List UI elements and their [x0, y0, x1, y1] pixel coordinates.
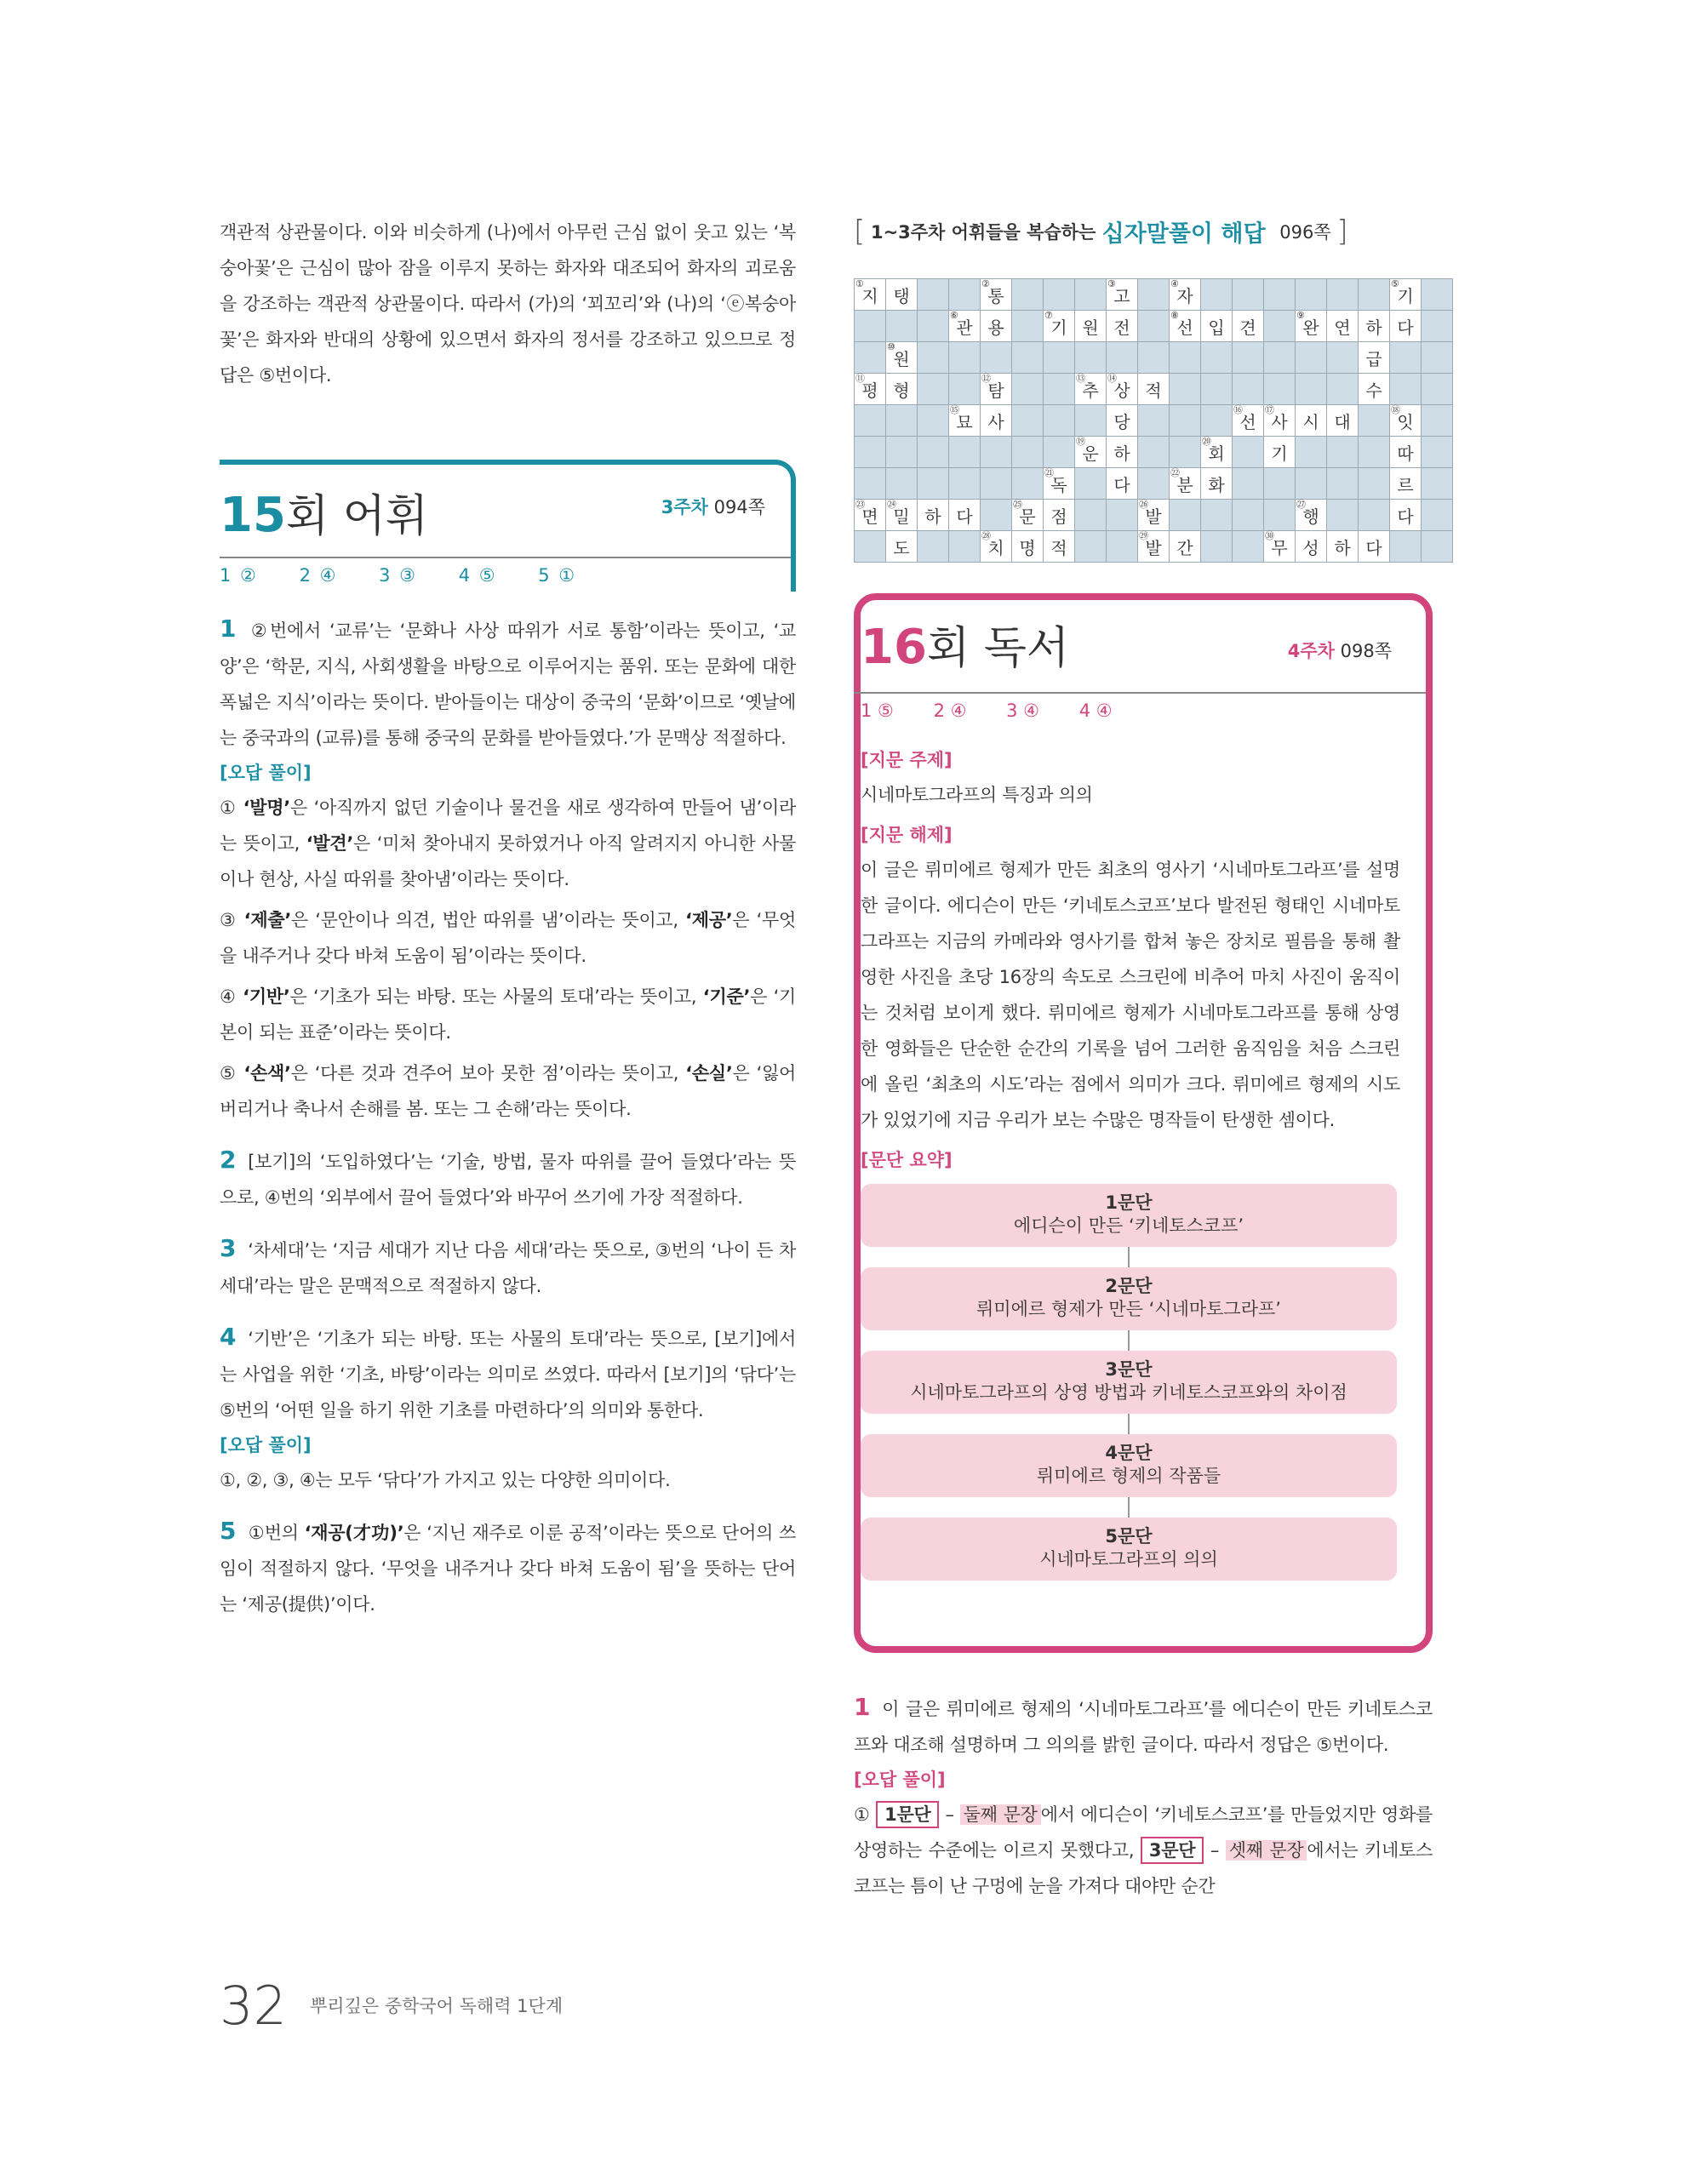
answer-item: 4 ④: [1078, 700, 1113, 721]
l15-q2: 2 [보기]의 ‘도입하였다’는 ‘기술, 방법, 물자 따위를 끌어 들였다’라는 뜻으로, ④번의 ‘외부에서 끌어 들였다’와 바꾸어 쓰기에 가장 적절하다.: [220, 1146, 796, 1208]
summary-box-5: 5문단 시네마토그라프의 의의: [861, 1518, 1397, 1581]
summary-connector: [1128, 1414, 1130, 1434]
sentence-highlight: 둘째 문장: [960, 1804, 1041, 1825]
crossword-grid: ① 지 탱 ② 통 ③ 고 ④ 자 ⑤ 기 ⑥ 관 용 ⑦ 기 원 전 ⑧ 선 입 견 ⑨ 완 연 하 다 ⑩ 원 급 ⑪ 평 형 ⑫ 탐 ⑬ 추 ⑭ 상 적 수 ⑮ 묘 사 당 ⑯ 선 ⑰ 사 시 대 ⑱ 잇 ⑲ 운 하 ⑳ 회 기 따 ㉑ 독 다 ㉒ 분 화 르 ㉓ 면 ㉔ 밀 하 다 ㉕ 문 점 ㉖ 발 ㉗ 행 다 도 ㉘ 치 명 적 ㉙ 발 간 ㉚ 무 성 하 다: [854, 278, 1453, 563]
sentence-highlight: 셋째 문장: [1226, 1840, 1307, 1861]
l16-wrong-1: ① 1문단 – 둘째 문장 에서 에디슨이 ‘키네토스코프’를 만들었지만 영화를 상영하는 수준에는 이르지 못했다고, 3문단 – 셋째 문장 에서는 키네토스코프는 틈이 난 구멍에 눈을 가져다 대야만 순간: [854, 1797, 1433, 1904]
summary-label: [문단 요약]: [861, 1150, 953, 1170]
wrong-answer-label: [오답 풀이]: [220, 1435, 312, 1455]
lesson16-answers: [861, 700, 1147, 721]
summary-box-2: 2문단 뤼미에르 형제가 만든 ‘시네마토그라프’: [861, 1267, 1397, 1330]
question-number: 5: [220, 1517, 237, 1545]
question-number: 1: [854, 1693, 871, 1721]
lesson15-number: 15: [220, 488, 286, 543]
q4-wrong-text: ①, ②, ③, ④는 모두 ‘닦다’가 가지고 있는 다양한 의미이다.: [220, 1470, 671, 1490]
wrong-4: ④ ‘기반’은 ‘기초가 되는 바탕. 또는 사물의 토대’라는 뜻이고, ‘기준’은 ‘기본이 되는 표준’이라는 뜻이다.: [220, 986, 796, 1043]
page-footer: [220, 1975, 563, 2037]
summary-box-3: 3문단 시네마토그라프의 상영 방법과 키네토스코프와의 차이점: [861, 1351, 1397, 1414]
answer-item: 1 ②: [220, 565, 256, 586]
answer-item: 2 ④: [933, 700, 967, 721]
theme-text: 시네마토그라프의 특징과 의의: [861, 785, 1093, 805]
lesson15-answers: [220, 565, 609, 586]
crossword-title-highlight: 십자말풀이 해답: [1101, 220, 1266, 248]
l15-q3: 3 ‘차세대’는 ‘지금 세대가 지난 다음 세대’라는 뜻으로, ③번의 ‘나이 든 차세대’라는 말은 문맥적으로 적절하지 않다.: [220, 1234, 796, 1296]
book-title: 뿌리깊은 중학국어 독해력 1단계: [310, 1996, 564, 2016]
answer-item: 2 ④: [299, 565, 336, 586]
l16-q1-text: 이 글은 뤼미에르 형제의 ‘시네마토그라프’를 에디슨이 만든 키네토스코프와 대조해 설명하며 그 의의를 밝힌 글이다. 따라서 정답은 ⑤번이다.: [854, 1699, 1433, 1755]
lesson15-page: 094쪽: [713, 497, 765, 517]
lesson15-week-label: 3주차: [661, 497, 708, 517]
lesson16-week: [1288, 637, 1392, 663]
lesson16-number: 16: [861, 620, 927, 675]
lesson15-explanations: [220, 611, 796, 1631]
answer-item: 4 ⑤: [458, 565, 495, 586]
lesson16-page: 098쪽: [1340, 641, 1392, 661]
summary-connector: [1128, 1497, 1130, 1518]
crossword-page: 096쪽: [1279, 222, 1331, 243]
crossword-title: [854, 214, 1348, 257]
answer-item: 1 ⑤: [861, 700, 894, 721]
lesson16-divider: [854, 692, 1426, 694]
summary-box-1: 1문단 에디슨이 만든 ‘키네토스코프’: [861, 1184, 1397, 1247]
paragraph-tag: 1문단: [876, 1801, 939, 1828]
bracket-right: ]: [1336, 214, 1348, 249]
left-intro: [220, 214, 796, 393]
lesson16-content: [861, 743, 1400, 1581]
l15-q5: 5 ①번의 ‘재공(才功)’은 ‘지닌 재주로 이룬 공적’이라는 뜻으로 단어의 쓰임이 적절하지 않다. ‘무엇을 내주거나 갖다 바쳐 도움이 됨’을 뜻하는 단어는 ‘제공(提供)’이다.: [220, 1517, 796, 1615]
lesson15-header: [220, 460, 796, 592]
answer-item: 3 ④: [1006, 700, 1039, 721]
paragraph-tag: 3문단: [1141, 1837, 1204, 1864]
lesson16-name: 회 독서: [926, 623, 1070, 674]
question-number: 3: [220, 1234, 237, 1262]
crossword-title-text: 1~3주차 어휘들을 복습하는: [870, 222, 1102, 243]
wrong-answer-label: [오답 풀이]: [220, 763, 312, 783]
q1-text: ②번에서 ‘교류’는 ‘문화나 사상 따위가 서로 통함’이라는 뜻이고, ‘교양’은 ‘학문, 지식, 사회생활을 바탕으로 이루어지는 품위. 또는 문화에 대한 폭넓은 지식’이라는 뜻이다. 받아들이는 대상이 중국의 ‘문화’이므로 ‘옛날에는 중국과의 (교류)를 통해 중국의 문화를 받아들였다.’가 문맥상 적절하다.: [220, 620, 796, 748]
l15-q4: 4 ‘기반’은 ‘기초가 되는 바탕. 또는 사물의 토대’라는 뜻으로, [보기]에서는 사업을 위한 ‘기초, 바탕’이라는 의미로 쓰였다. 따라서 [보기]의 ‘닦다’는 ⑤번의 ‘어떤 일을 하기 위한 기초를 마련하다’의 의미와 통한다. [오답 풀이] ①, ②, ③, ④는 모두 ‘닦다’가 가지고 있는 다양한 의미이다.: [220, 1319, 796, 1498]
wrong-5: ⑤ ‘손색’은 ‘다른 것과 견주어 보아 못한 점’이라는 뜻이고, ‘손실’은 ‘잃어버리거나 축나서 손해를 봄. 또는 그 손해’라는 뜻이다.: [220, 1063, 796, 1119]
lesson16-week-label: 4주차: [1287, 641, 1335, 661]
page-number: 32: [220, 1975, 287, 2037]
analysis-label: [지문 해제]: [861, 825, 953, 845]
summary-box-4: 4문단 뤼미에르 형제의 작품들: [861, 1434, 1397, 1497]
summary-connector: [1128, 1247, 1130, 1267]
lesson16-explanations: [854, 1689, 1433, 1904]
question-number: 1: [220, 615, 237, 643]
analysis-text: 이 글은 뤼미에르 형제가 만든 최초의 영사기 ‘시네마토그라프’를 설명한 글이다. 에디슨이 만든 ‘키네토스코프’보다 발전된 형태인 시네마토그라프는 지금의 카메라와 영사기를 합쳐 놓은 장치로 필름을 통해 촬영한 사진을 초당 16장의 속도로 스크린에 비추어 마치 사진이 움직이는 것처럼 보이게 했다. 뤼미에르 형제가 시네마토그라프를 통해 상영한 영화들은 단순한 순간의 기록을 넘어 그러한 움직임을 처음 스크린에 올린 ‘최초의 시도’라는 점에서 의미가 크다. 뤼미에르 형제의 시도가 있었기에 지금 우리가 보는 수많은 명작들이 탄생한 셈이다.: [861, 860, 1400, 1130]
answer-item: 5 ①: [538, 565, 575, 586]
bracket-left: [: [854, 214, 866, 249]
l15-q1: [220, 611, 796, 1127]
lesson16-title-row: [861, 612, 1426, 689]
lesson15-divider: [220, 557, 791, 558]
wrong-3: ③ ‘제출’은 ‘문안이나 의견, 법안 따위를 냄’이라는 뜻이고, ‘제공’은 ‘무엇을 내주거나 갖다 바쳐 도움이 됨’이라는 뜻이다.: [220, 910, 796, 966]
answer-item: 3 ③: [379, 565, 415, 586]
lesson15-week: [661, 494, 765, 519]
lesson15-name: 회 어휘: [285, 491, 429, 542]
lesson16-box: [854, 593, 1433, 1653]
question-number: 2: [220, 1146, 237, 1174]
wrong-answer-label: [오답 풀이]: [854, 1769, 946, 1790]
theme-label: [지문 주제]: [861, 750, 953, 770]
intro-paragraph: 객관적 상관물이다. 이와 비슷하게 (나)에서 아무런 근심 없이 웃고 있는 ‘복숭아꽃’은 근심이 많아 잠을 이루지 못하는 화자와 대조되어 화자의 괴로움을 강조하는 객관적 상관물이다. 따라서 (가)의 ‘꾀꼬리’와 (나)의 ‘ⓔ복숭아꽃’은 화자와 반대의 상황에 있으면서 화자의 정서를 강조하고 있으므로 정답은 ⑤번이다.: [220, 222, 796, 386]
question-number: 4: [220, 1323, 237, 1351]
wrong-1: ① ‘발명’은 ‘아직까지 없던 기술이나 물건을 새로 생각하여 만들어 냄’이라는 뜻이고, ‘발견’은 ‘미처 찾아내지 못하였거나 아직 알려지지 아니한 사물이나 현상, 사실 따위를 찾아냄’이라는 뜻이다.: [220, 798, 796, 889]
summary-flow: [861, 1184, 1400, 1581]
summary-connector: [1128, 1330, 1130, 1351]
